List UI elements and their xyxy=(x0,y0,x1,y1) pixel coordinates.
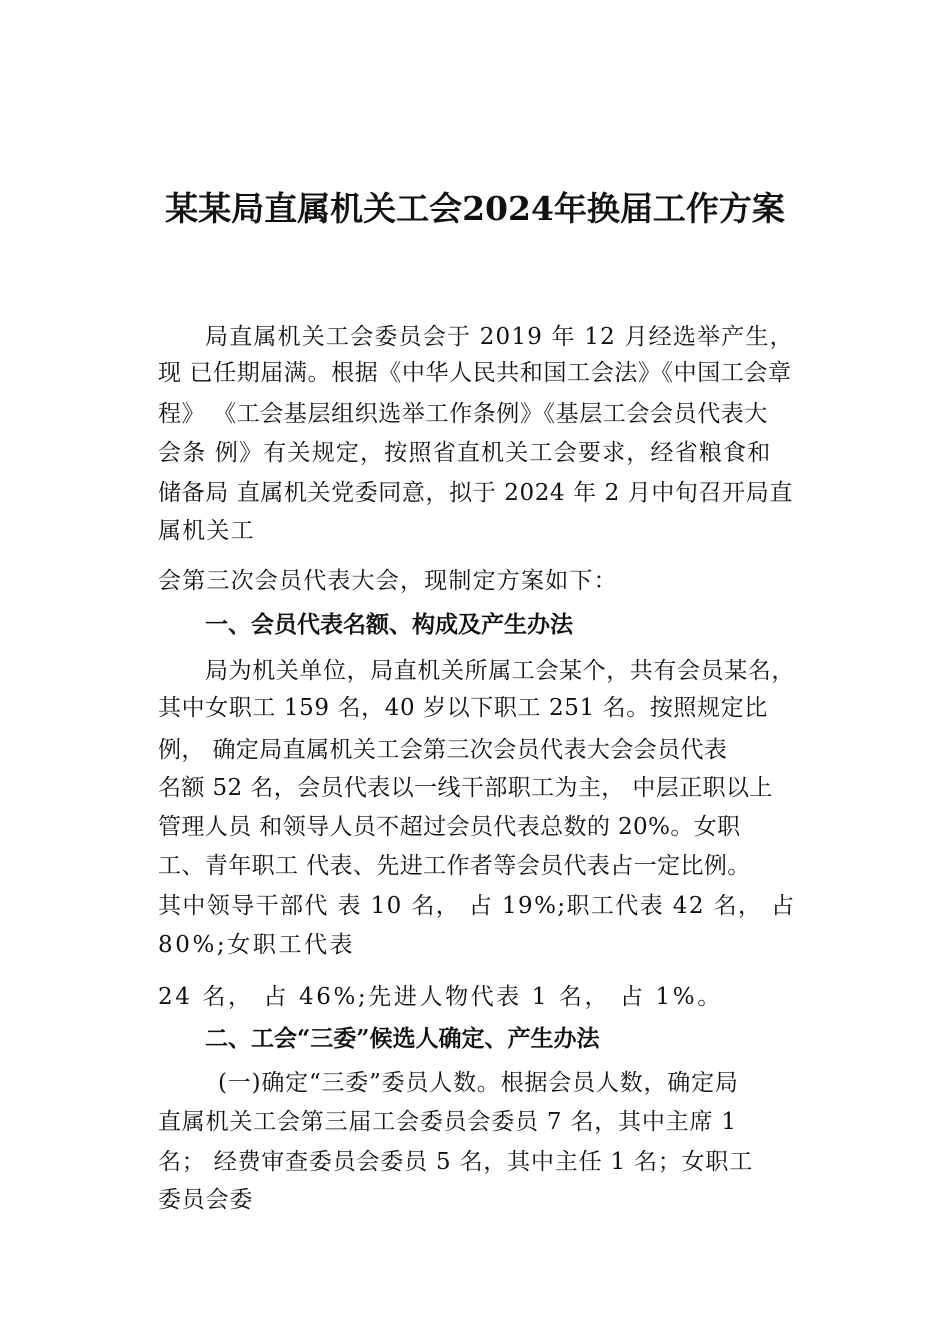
intro-line: 现 已任期届满。根据《中华人民共和国工会法》《中国工会章 xyxy=(158,360,792,386)
section1-line: 工、青年职工 代表、先进工作者等会员代表占一定比例。 xyxy=(158,853,751,879)
section2-line: 名； 经费审查委员会委员 5 名，其中主任 1 名；女职工 xyxy=(158,1149,754,1175)
document-title: 某某局直属机关工会2024年换届工作方案 xyxy=(165,189,785,228)
intro-line: 属机关工 xyxy=(158,518,255,544)
section1-line: 管理人员 和领导人员不超过会员代表总数的 20%。女职 xyxy=(158,814,741,840)
section1-line: 名额 52 名，会员代表以一线干部职工为主， 中层正职以上 xyxy=(158,775,773,801)
intro-line: 储备局 直属机关党委同意，拟于 2024 年 2 月中旬召开局直 xyxy=(158,480,793,506)
section1-line: 24 名， 占 46%;先进人物代表 1 名， 占 1%。 xyxy=(158,984,723,1010)
section2-line: 委员会委 xyxy=(158,1187,254,1213)
section1-line: 例， 确定局直属机关工会第三次会员代表大会会员代表 xyxy=(158,737,728,763)
section2-line: 直属机关工会第三届工会委员会委员 7 名，其中主席 1 xyxy=(158,1109,737,1135)
section2-line: (一)确定“三委”委员人数。根据会员人数，确定局 xyxy=(218,1070,739,1096)
section1-line: 局为机关单位，局直机关所属工会某个，共有会员某名， xyxy=(205,658,795,684)
intro-line: 会第三次会员代表大会，现制定方案如下： xyxy=(158,568,618,594)
intro-line: 局直属机关工会委员会于 2019 年 12 月经选举产生， xyxy=(205,324,794,350)
section1-line: 80%;女职工代表 xyxy=(158,932,356,958)
section-heading: 二、工会“三委”候选人确定、产生办法 xyxy=(205,1025,600,1052)
section-heading: 一、会员代表名额、构成及产生办法 xyxy=(205,611,573,638)
intro-line: 会条 例》有关规定，按照省直机关工会要求，经省粮食和 xyxy=(158,440,772,466)
section1-line: 其中女职工 159 名，40 岁以下职工 251 名。按照规定比 xyxy=(158,695,768,721)
intro-line: 程》 《工会基层组织选举工作条例》《基层工会会员代表大 xyxy=(158,401,769,427)
section1-line: 其中领导干部代 表 10 名， 占 19%;职工代表 42 名， 占 xyxy=(158,893,796,919)
